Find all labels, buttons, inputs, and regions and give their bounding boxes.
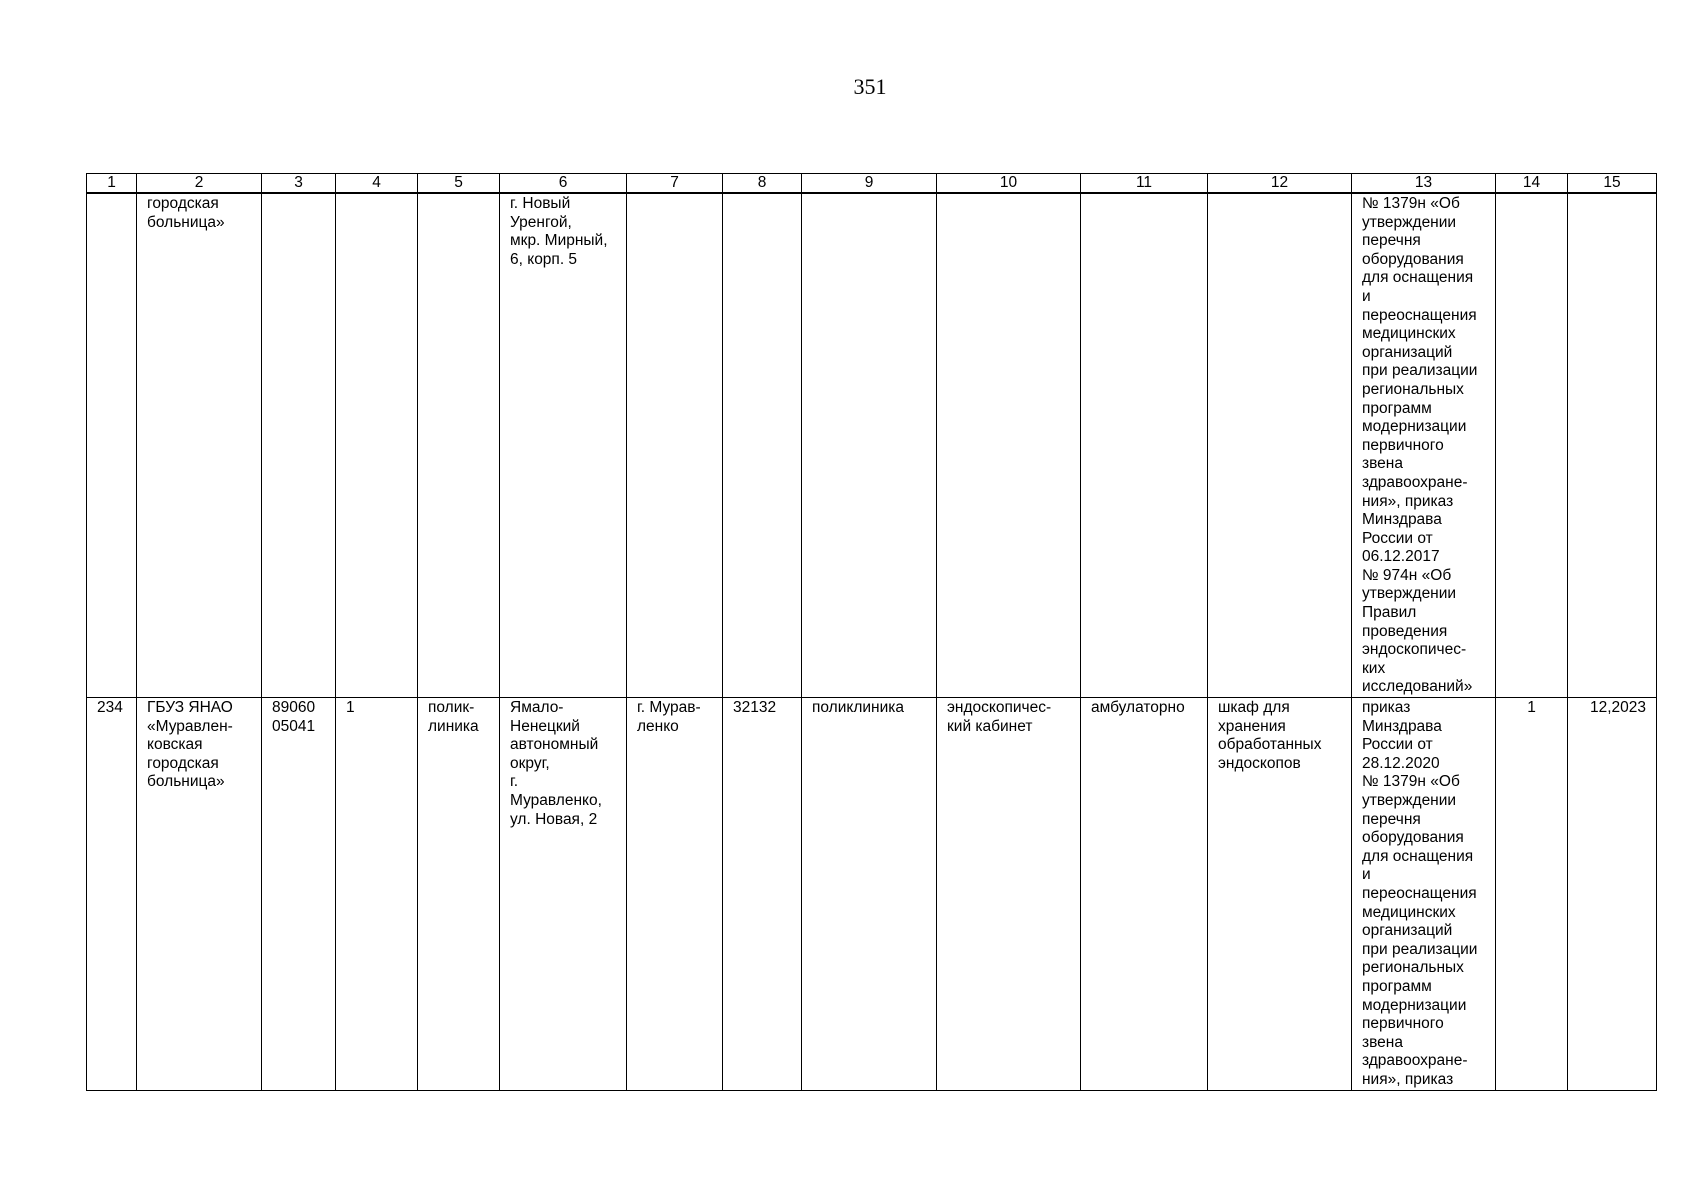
address-cell: г. Новый Уренгой, мкр. Мирный, 6, корп. 5 bbox=[500, 193, 627, 698]
room-cell: эндоскопичес- кий кабинет bbox=[937, 698, 1081, 1091]
column-header: 14 bbox=[1496, 174, 1568, 194]
column-header: 12 bbox=[1208, 174, 1352, 194]
column-number-row bbox=[87, 174, 1657, 194]
care-conditions-cell bbox=[1081, 193, 1208, 698]
row-number-cell: 234 bbox=[87, 698, 137, 1091]
code-cell: 32132 bbox=[723, 698, 802, 1091]
column-header: 7 bbox=[627, 174, 723, 194]
column-header: 10 bbox=[937, 174, 1081, 194]
page-number: 351 bbox=[853, 74, 887, 99]
organization-cell: ГБУЗ ЯНАО «Муравлен- ковская городская больница» bbox=[137, 698, 262, 1091]
cell-col4 bbox=[336, 193, 418, 698]
row-number-cell bbox=[87, 193, 137, 698]
table-row bbox=[87, 698, 1657, 1091]
address-cell: Ямало- Ненецкий автономный округ, г. Муравленко, ул. Новая, 2 bbox=[500, 698, 627, 1091]
column-header: 3 bbox=[262, 174, 336, 194]
date-cell: 12,2023 bbox=[1568, 698, 1657, 1091]
cell-col4: 1 bbox=[336, 698, 418, 1091]
column-header: 8 bbox=[723, 174, 802, 194]
unit-type-cell bbox=[418, 193, 500, 698]
code-cell bbox=[723, 193, 802, 698]
legal-basis-cell: № 1379н «Об утверждении перечня оборудования для оснащения и переоснащения медицинских организаций при реализации региональных программ модернизации первичного звена здравоохране- ния», приказ Минздрава России от 06.12.2017 № 974н «Об утверждении Правил проведения эндоскопичес- ких исследований» bbox=[1352, 193, 1496, 698]
column-header: 1 bbox=[87, 174, 137, 194]
column-header: 2 bbox=[137, 174, 262, 194]
subdivision-cell: поликлиника bbox=[802, 698, 937, 1091]
quantity-cell bbox=[1496, 193, 1568, 698]
care-conditions-cell: амбулаторно bbox=[1081, 698, 1208, 1091]
locality-cell bbox=[627, 193, 723, 698]
locality-cell: г. Мурав- ленко bbox=[627, 698, 723, 1091]
organization-cell: городская больница» bbox=[137, 193, 262, 698]
unit-type-cell: полик- линика bbox=[418, 698, 500, 1091]
equipment-cell: шкаф для хранения обработанных эндоскопов bbox=[1208, 698, 1352, 1091]
equipment-table bbox=[86, 173, 1657, 1091]
inn-cell bbox=[262, 193, 336, 698]
equipment-cell bbox=[1208, 193, 1352, 698]
column-header: 9 bbox=[802, 174, 937, 194]
table-row bbox=[87, 193, 1657, 698]
column-header: 13 bbox=[1352, 174, 1496, 194]
column-header: 6 bbox=[500, 174, 627, 194]
column-header: 5 bbox=[418, 174, 500, 194]
column-header: 15 bbox=[1568, 174, 1657, 194]
subdivision-cell bbox=[802, 193, 937, 698]
room-cell bbox=[937, 193, 1081, 698]
inn-cell: 89060 05041 bbox=[262, 698, 336, 1091]
date-cell bbox=[1568, 193, 1657, 698]
column-header: 11 bbox=[1081, 174, 1208, 194]
column-header: 4 bbox=[336, 174, 418, 194]
legal-basis-cell: приказ Минздрава России от 28.12.2020 № 1379н «Об утверждении перечня оборудования для оснащения и переоснащения медицинских организаций при реализации региональных программ модернизации первичного звена здравоохране- ния», приказ bbox=[1352, 698, 1496, 1091]
quantity-cell: 1 bbox=[1496, 698, 1568, 1091]
